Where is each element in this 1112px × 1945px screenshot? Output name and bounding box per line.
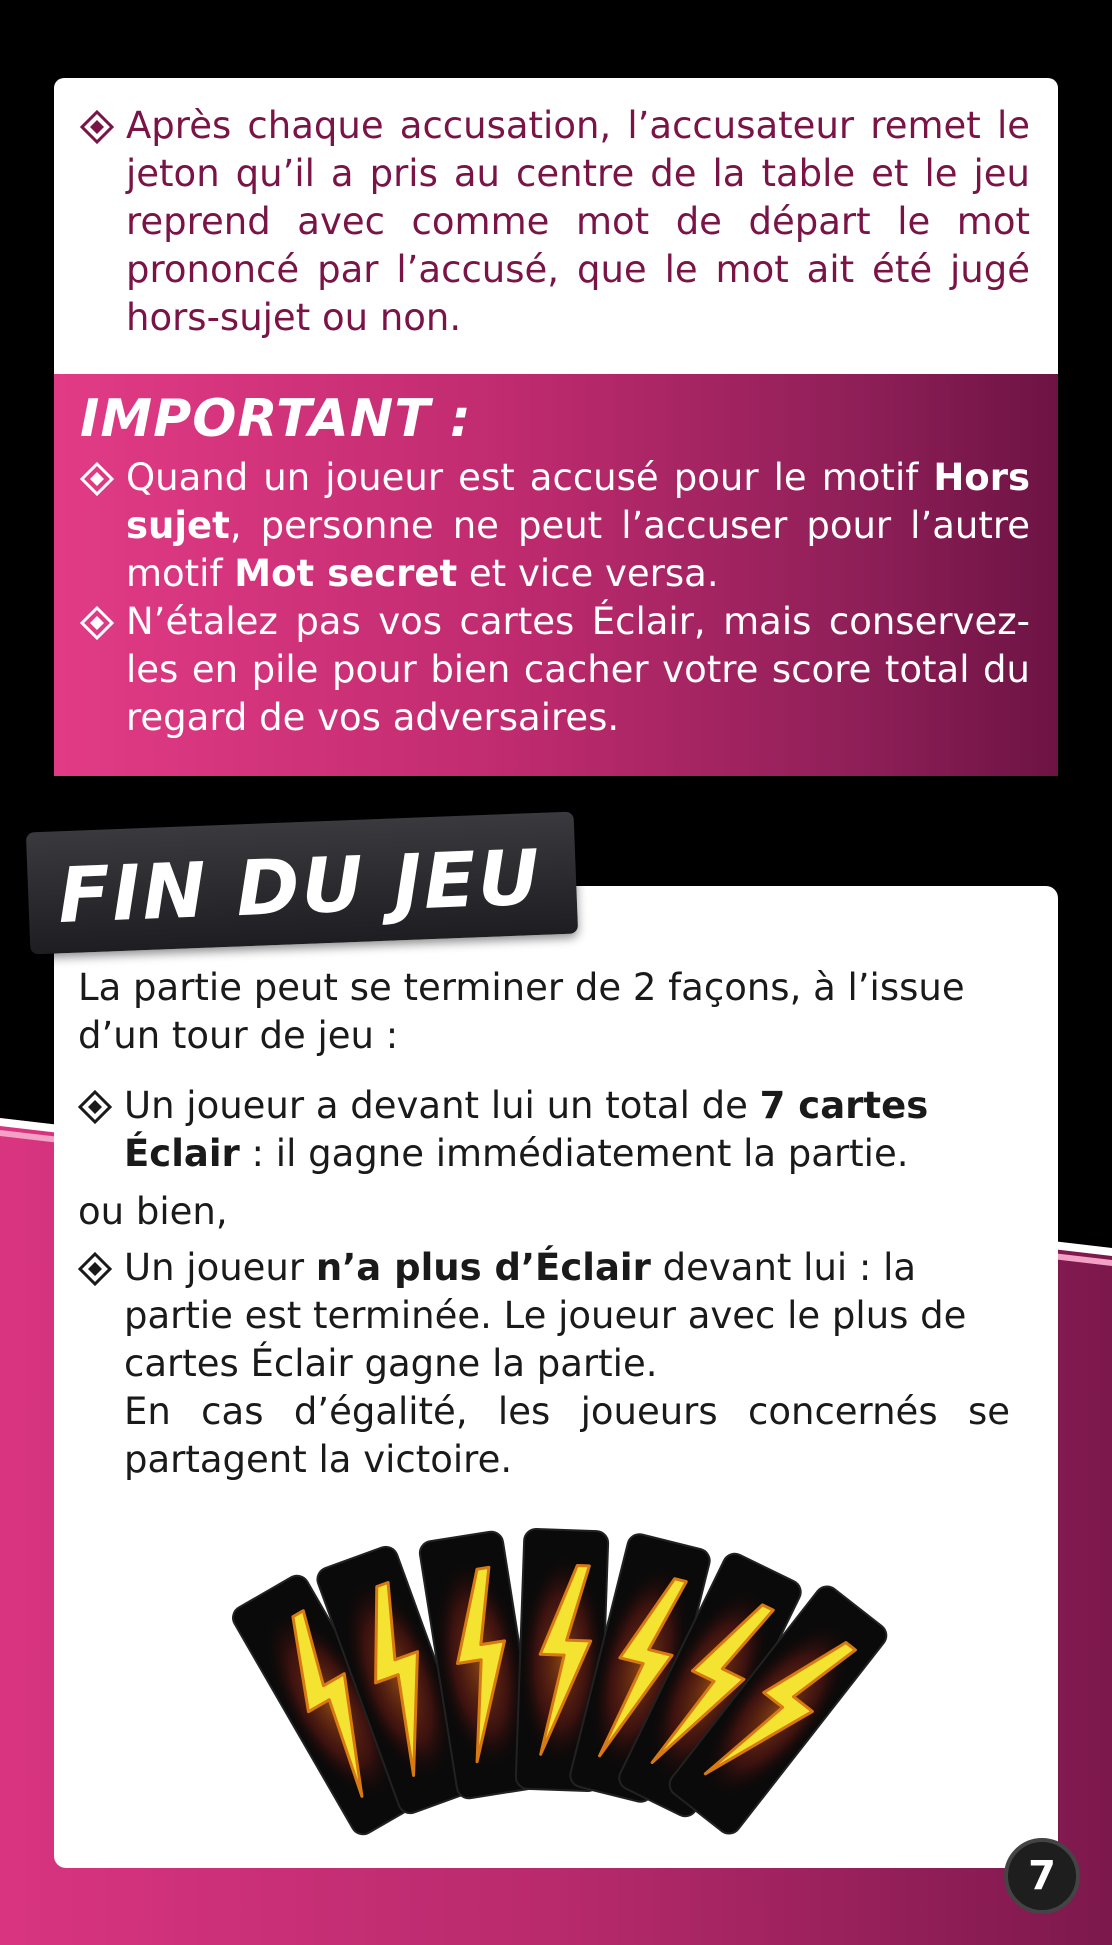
intro-text: La partie peut se terminer de 2 façons, à l’issue d’un tour de jeu :: [78, 966, 965, 1057]
text-span: et vice versa.: [457, 552, 719, 595]
diamond-bullet-icon: [80, 102, 126, 342]
list-item: [80, 102, 1030, 342]
bullet-text: N’étalez pas vos cartes Éclair, mais conservez-les en pile pour bien cacher votre score total du regard de vos adversaires.: [126, 600, 1030, 739]
list-item: [80, 454, 1030, 598]
bold-term: 7 cartes Éclair: [124, 1084, 929, 1175]
bullet-text: [124, 1244, 1010, 1484]
text-span: Quand un joueur est accusé pour le motif: [126, 456, 934, 499]
diamond-bullet-icon: [80, 454, 126, 598]
lightning-cards-icon: [230, 1500, 910, 1840]
page-number-badge: 7: [1004, 1838, 1080, 1914]
bold-term: Hors sujet: [126, 456, 1030, 547]
important-panel: [54, 374, 1058, 776]
section-title: FIN DU JEU: [56, 832, 543, 940]
text-span: Un joueur: [124, 1246, 316, 1289]
important-heading: IMPORTANT :: [80, 389, 472, 449]
bold-term: n’a plus d’Éclair: [315, 1246, 651, 1289]
list-item: [78, 1244, 1010, 1484]
list-item: [80, 598, 1030, 742]
text-span: devant lui : la partie est terminée. Le joueur avec le plus de cartes Éclair gagne la partie.: [124, 1246, 967, 1385]
or-text: ou bien,: [78, 1190, 228, 1233]
diamond-bullet-icon: [80, 598, 126, 742]
text-span: : il gagne immédiatement la partie.: [239, 1132, 909, 1175]
bullet-text: [124, 1082, 1010, 1178]
rules-panel-top: [54, 78, 1058, 374]
diamond-bullet-icon: [78, 1082, 124, 1178]
text-span: Un joueur a devant lui un total de: [124, 1084, 760, 1127]
bullet-text: [126, 454, 1030, 598]
text-span: , personne ne peut l’accuser pour l’autre motif: [126, 504, 1030, 595]
tie-rule-text: En cas d’égalité, les joueurs concernés se partagent la victoire.: [124, 1390, 1010, 1481]
bullet-text: Après chaque accusation, l’accusateur remet le jeton qu’il a pris au centre de la table et le jeu reprend avec comme mot de départ le mot prononcé par l’accusé, que le mot ait été jugé hors-sujet ou non.: [126, 104, 1030, 339]
list-item: [78, 1082, 1010, 1178]
diamond-bullet-icon: [78, 1244, 124, 1484]
bold-term: Mot secret: [234, 552, 458, 595]
